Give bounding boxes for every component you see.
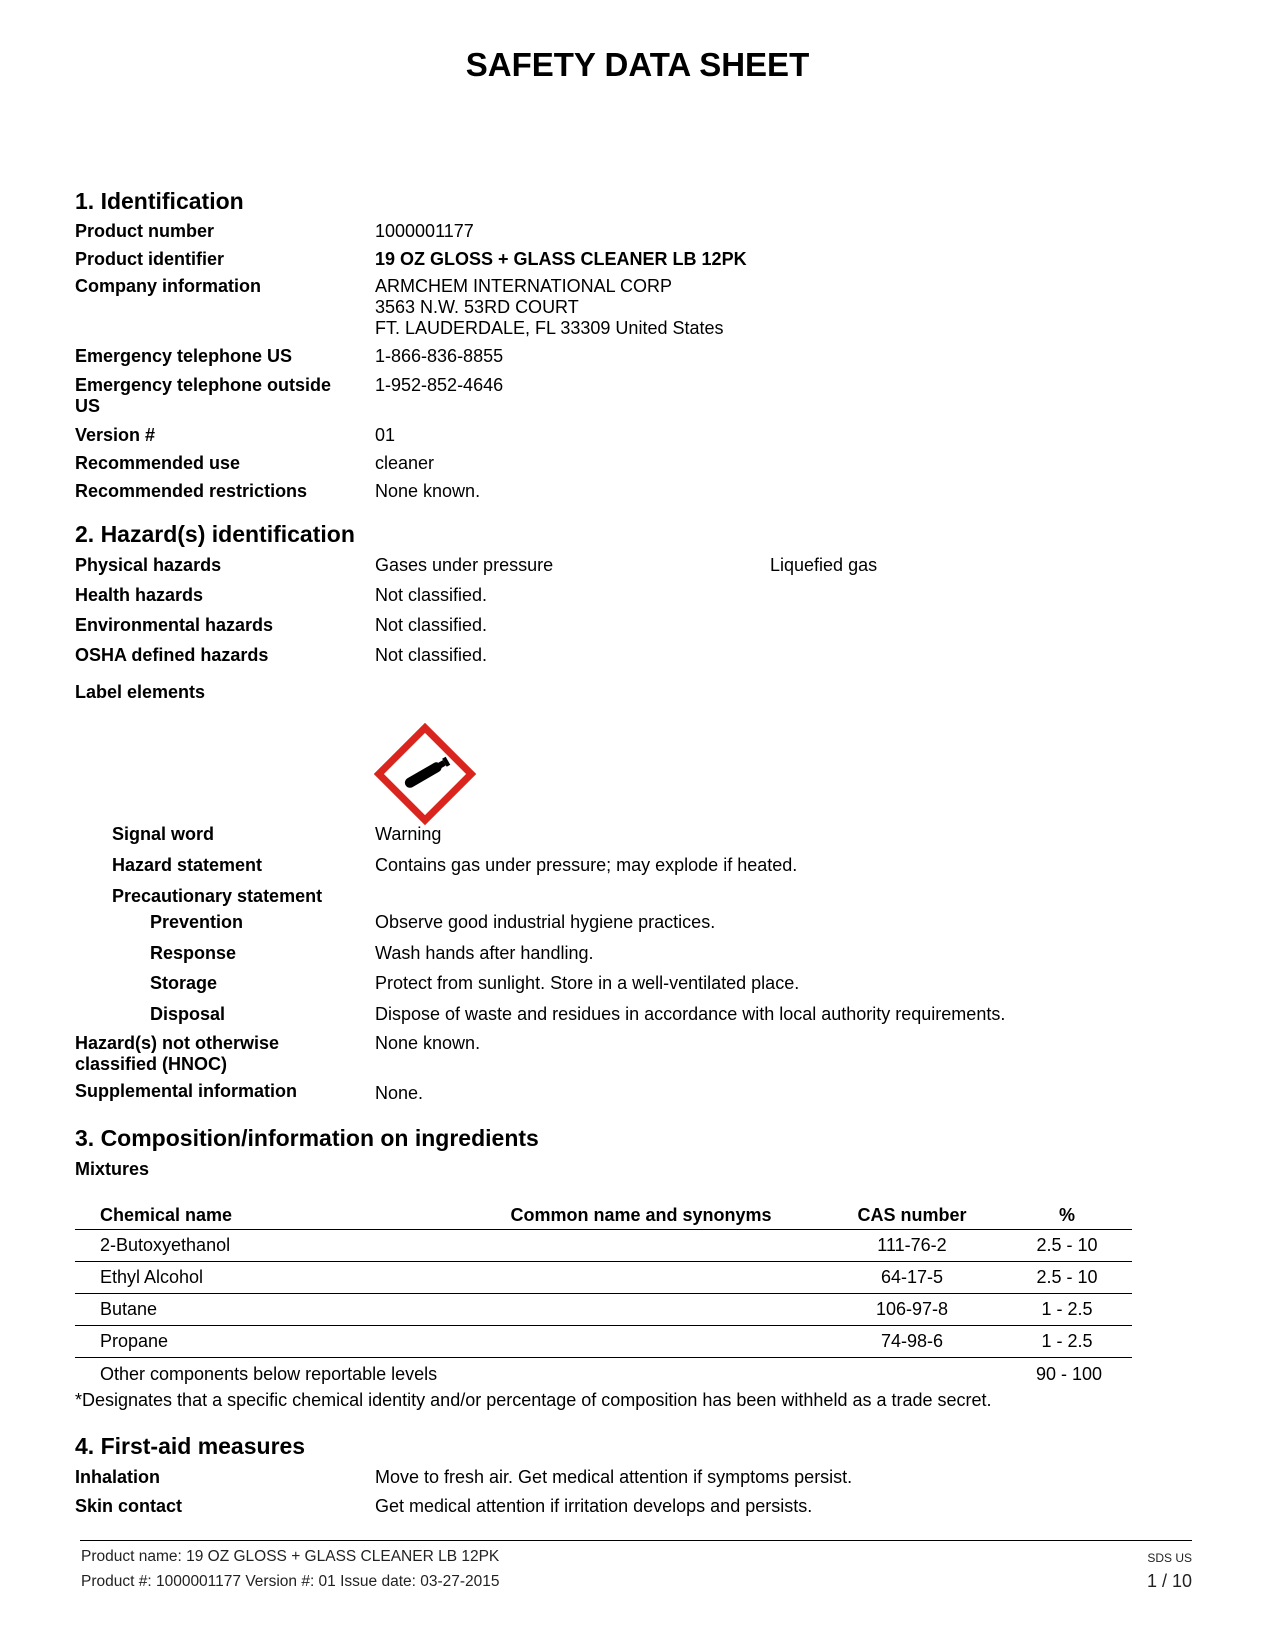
common-name xyxy=(460,1294,822,1326)
percent: 1 - 2.5 xyxy=(1002,1294,1132,1326)
osha-hazards-label: OSHA defined hazards xyxy=(75,645,269,665)
product-identifier-value: 19 OZ GLOSS + GLASS CLEANER LB 12PK xyxy=(375,249,747,269)
cas-number: 111-76-2 xyxy=(822,1230,1002,1262)
prevention-value: Observe good industrial hygiene practices. xyxy=(375,912,716,932)
signal-word-value: Warning xyxy=(375,824,442,844)
footer-product-name: Product name: 19 OZ GLOSS + GLASS CLEANER LB 12PK xyxy=(81,1548,500,1565)
skin-contact-value: Get medical attention if irritation develops and persists. xyxy=(375,1496,813,1516)
chemical-name: Butane xyxy=(75,1294,460,1326)
health-hazards-value: Not classified. xyxy=(375,585,488,605)
table-row xyxy=(75,1262,1132,1294)
gas-cylinder-icon xyxy=(374,723,476,825)
emergency-phone-outside-label-line-2: US xyxy=(75,396,101,416)
common-name xyxy=(460,1262,822,1294)
storage-label: Storage xyxy=(150,973,218,993)
skin-contact-label: Skin contact xyxy=(75,1496,183,1516)
table-row xyxy=(75,1326,1132,1358)
footer-product-details: Product #: 1000001177 Version #: 01 Issue date: 03-27-2015 xyxy=(81,1573,500,1590)
version-label: Version # xyxy=(75,425,156,445)
physical-hazards-category: Liquefied gas xyxy=(770,555,878,575)
cas-number: 74-98-6 xyxy=(822,1326,1002,1358)
ingredients-table xyxy=(75,1198,1132,1358)
company-street: 3563 N.W. 53RD COURT xyxy=(375,297,579,317)
column-common-name: Common name and synonyms xyxy=(460,1198,822,1230)
page-number: 1 / 10 xyxy=(1146,1571,1192,1591)
environmental-hazards-label: Environmental hazards xyxy=(75,615,274,635)
chemical-name: Propane xyxy=(75,1326,460,1358)
trade-secret-note: *Designates that a specific chemical identity and/or percentage of composition has been withheld as a trade secret. xyxy=(75,1390,992,1410)
signal-word-label: Signal word xyxy=(112,824,215,844)
company-information-value xyxy=(375,276,724,339)
section-2-heading: 2. Hazard(s) identification xyxy=(75,521,355,547)
column-cas-number: CAS number xyxy=(822,1198,1002,1230)
section-4-heading: 4. First-aid measures xyxy=(75,1433,306,1459)
company-name: ARMCHEM INTERNATIONAL CORP xyxy=(375,276,673,296)
product-number-value: 1000001177 xyxy=(375,221,474,241)
physical-hazards-label: Physical hazards xyxy=(75,555,222,575)
supplemental-information-label: Supplemental information xyxy=(75,1081,298,1101)
recommended-use-value: cleaner xyxy=(375,453,435,473)
section-1-heading: 1. Identification xyxy=(75,188,244,214)
hnoc-value: None known. xyxy=(375,1033,481,1053)
section-3-heading: 3. Composition/information on ingredients xyxy=(75,1125,539,1151)
environmental-hazards-value: Not classified. xyxy=(375,615,488,635)
other-components-label: Other components below reportable levels xyxy=(100,1364,438,1384)
column-chemical-name: Chemical name xyxy=(75,1198,460,1230)
version-value: 01 xyxy=(375,425,396,445)
company-city: FT. LAUDERDALE, FL 33309 United States xyxy=(375,318,724,338)
product-identifier-label: Product identifier xyxy=(75,249,225,269)
other-components-percent: 90 - 100 xyxy=(1035,1364,1103,1384)
disposal-label: Disposal xyxy=(150,1004,226,1024)
label-elements-label: Label elements xyxy=(75,682,206,702)
inhalation-label: Inhalation xyxy=(75,1467,160,1487)
emergency-phone-outside-value: 1-952-852-4646 xyxy=(375,375,504,395)
osha-hazards-value: Not classified. xyxy=(375,645,488,665)
hazard-statement-label: Hazard statement xyxy=(112,855,263,875)
storage-value: Protect from sunlight. Store in a well-ventilated place. xyxy=(375,973,800,993)
emergency-phone-us-label: Emergency telephone US xyxy=(75,346,293,366)
footer-divider xyxy=(80,1540,1192,1541)
table-row xyxy=(75,1230,1132,1262)
common-name xyxy=(460,1326,822,1358)
precautionary-statement-label: Precautionary statement xyxy=(112,886,323,906)
table-row xyxy=(75,1294,1132,1326)
product-number-label: Product number xyxy=(75,221,215,241)
emergency-phone-outside-label xyxy=(75,375,331,417)
response-value: Wash hands after handling. xyxy=(375,943,594,963)
mixtures-label: Mixtures xyxy=(75,1159,150,1179)
chemical-name: 2-Butoxyethanol xyxy=(75,1230,460,1262)
recommended-restrictions-value: None known. xyxy=(375,481,481,501)
company-information-label: Company information xyxy=(75,276,262,296)
disposal-value: Dispose of waste and residues in accordance with local authority requirements. xyxy=(375,1004,1006,1024)
hnoc-label-line-1: Hazard(s) not otherwise xyxy=(75,1033,280,1053)
footer-sds-label: SDS US xyxy=(1147,1551,1192,1565)
recommended-restrictions-label: Recommended restrictions xyxy=(75,481,308,501)
emergency-phone-us-value: 1-866-836-8855 xyxy=(375,346,504,366)
recommended-use-label: Recommended use xyxy=(75,453,241,473)
cas-number: 106-97-8 xyxy=(822,1294,1002,1326)
supplemental-information-value: None. xyxy=(375,1083,424,1103)
hnoc-label-line-2: classified (HNOC) xyxy=(75,1054,228,1074)
document-title: SAFETY DATA SHEET xyxy=(465,46,810,83)
response-label: Response xyxy=(150,943,237,963)
ingredients-header-row xyxy=(75,1198,1132,1230)
common-name xyxy=(460,1230,822,1262)
percent: 1 - 2.5 xyxy=(1002,1326,1132,1358)
health-hazards-label: Health hazards xyxy=(75,585,204,605)
percent: 2.5 - 10 xyxy=(1002,1230,1132,1262)
percent: 2.5 - 10 xyxy=(1002,1262,1132,1294)
hazard-statement-value: Contains gas under pressure; may explode if heated. xyxy=(375,855,798,875)
prevention-label: Prevention xyxy=(150,912,244,932)
column-percent: % xyxy=(1002,1198,1132,1230)
emergency-phone-outside-label-line-1: Emergency telephone outside xyxy=(75,375,332,395)
physical-hazards-value: Gases under pressure xyxy=(375,555,554,575)
cas-number: 64-17-5 xyxy=(822,1262,1002,1294)
inhalation-value: Move to fresh air. Get medical attention if symptoms persist. xyxy=(375,1467,853,1487)
chemical-name: Ethyl Alcohol xyxy=(75,1262,460,1294)
hnoc-label xyxy=(75,1033,279,1075)
